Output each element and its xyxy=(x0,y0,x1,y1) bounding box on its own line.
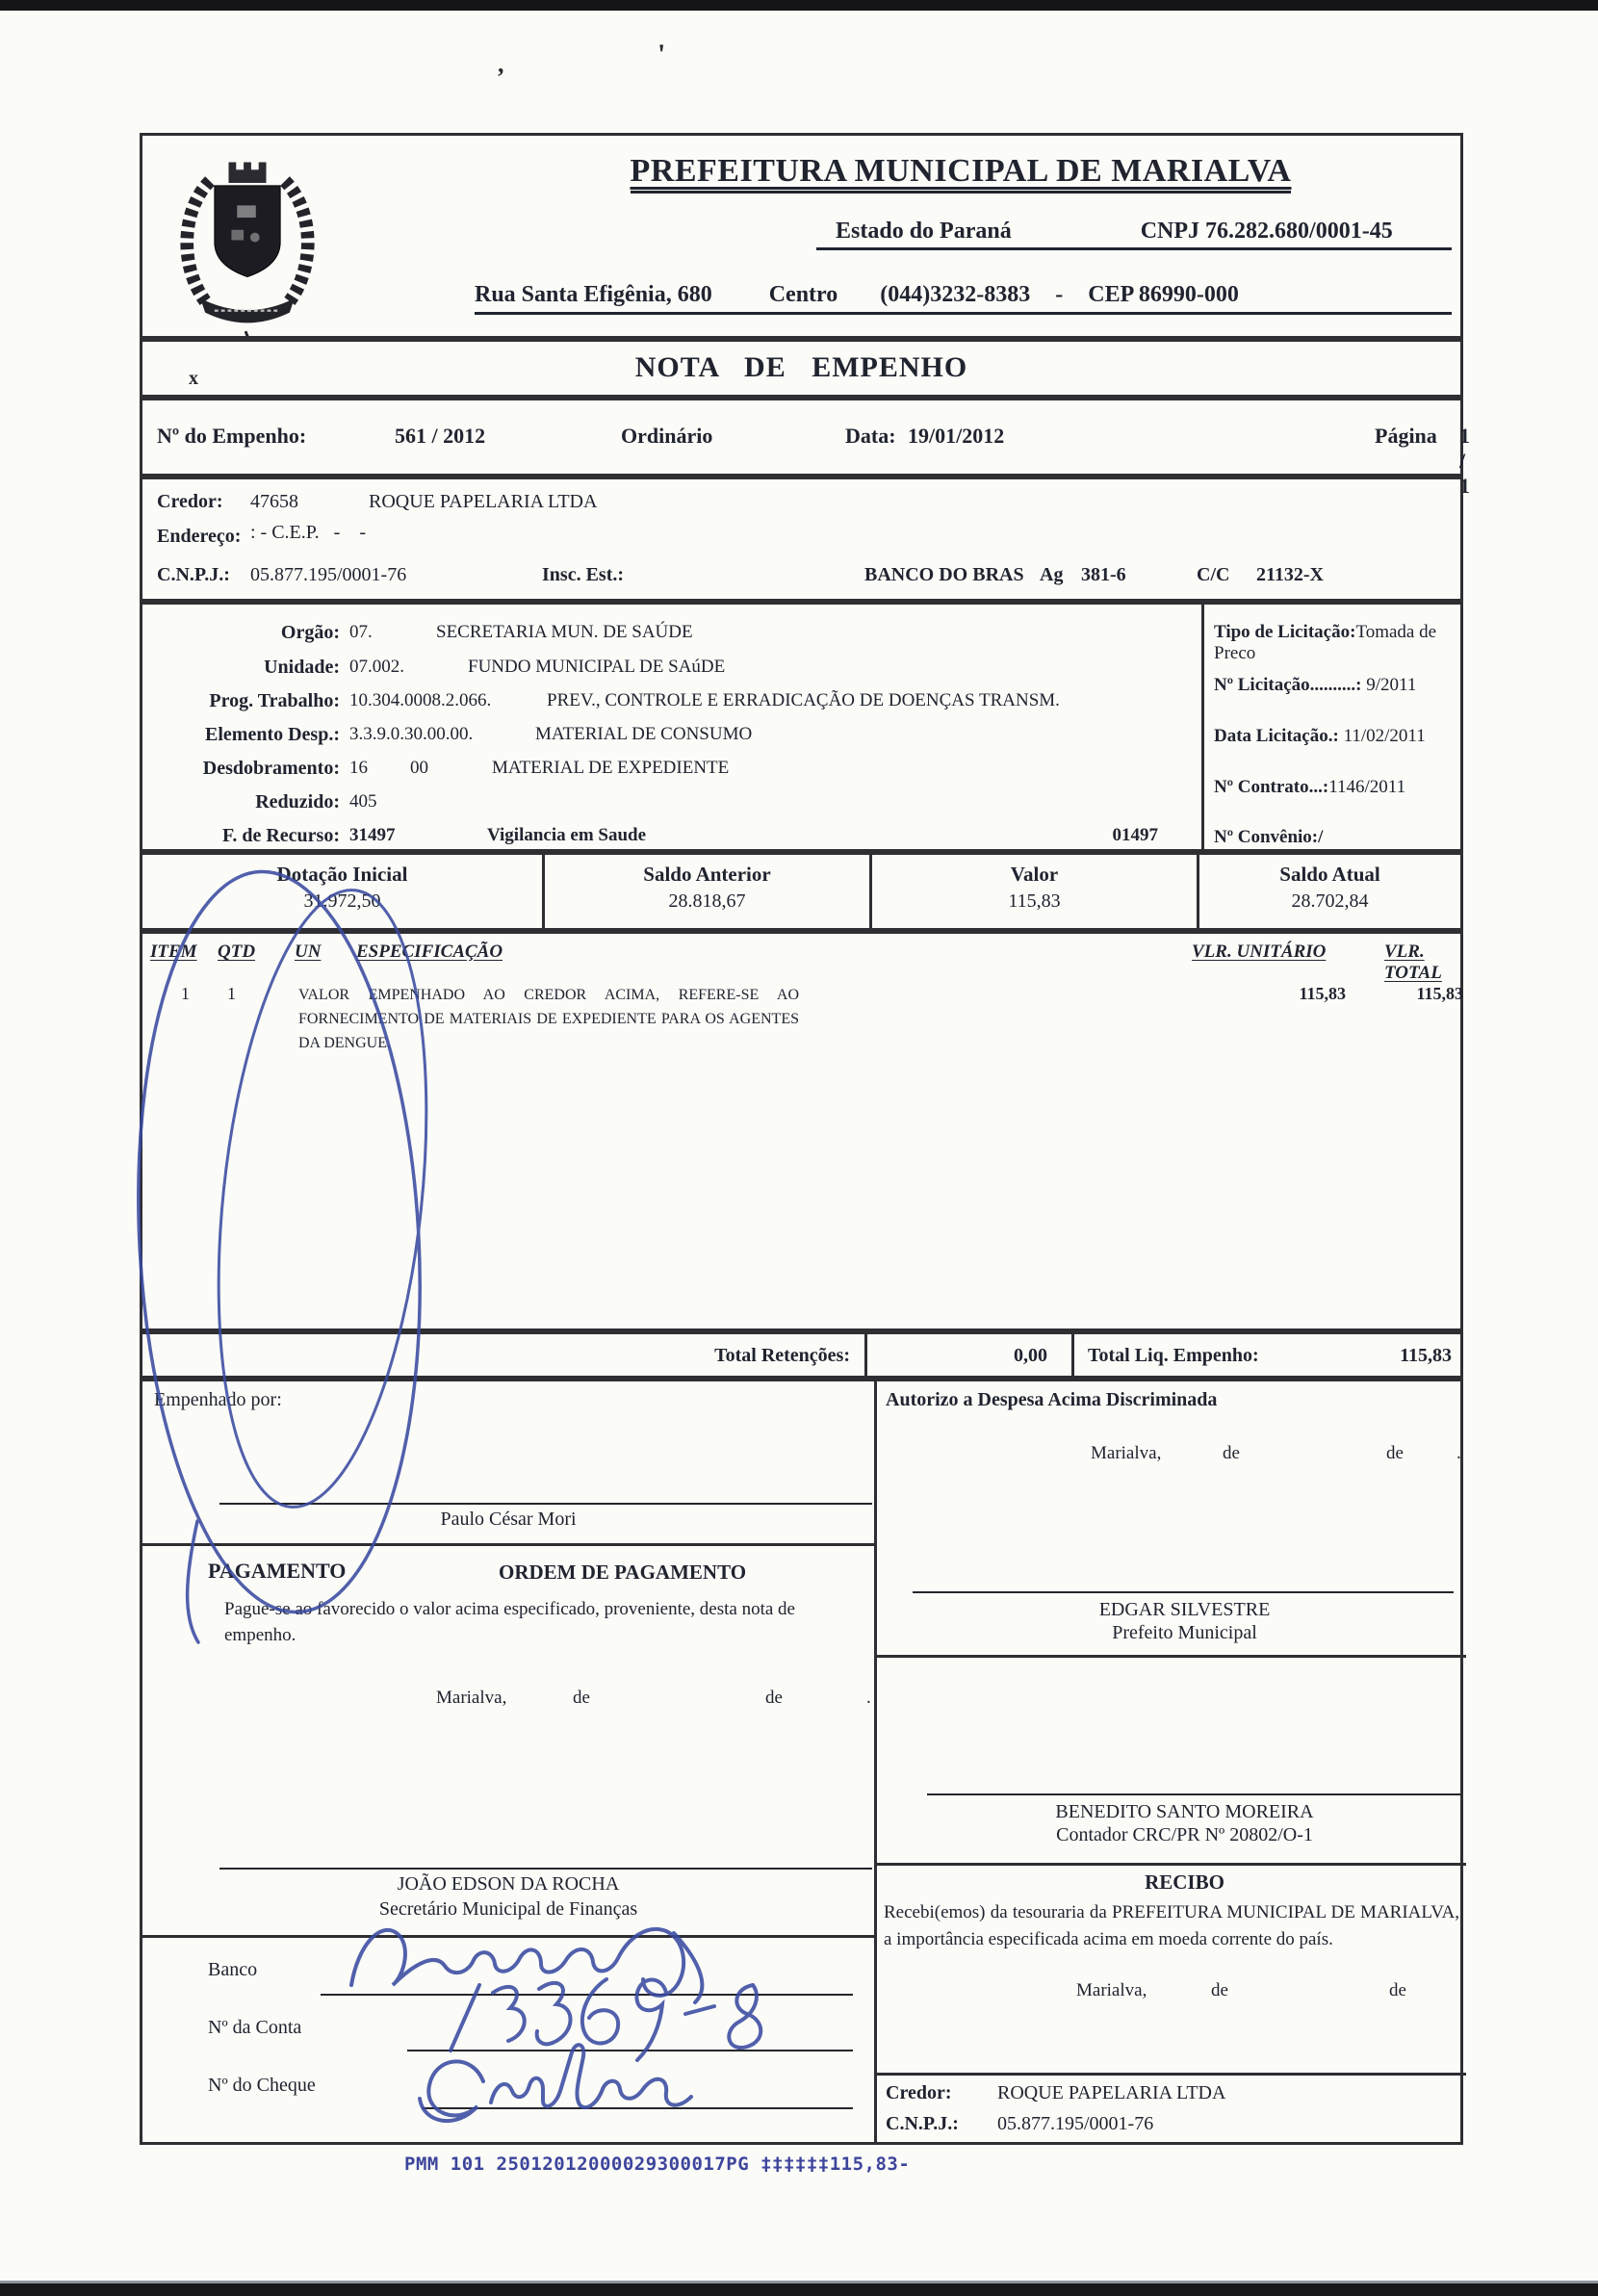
page-number-label: Página xyxy=(1375,424,1437,448)
num-contrato-value: 1146/2011 xyxy=(1328,777,1406,797)
creditor-name: ROQUE PAPELARIA LTDA xyxy=(369,491,598,512)
signature-name: Paulo César Mori xyxy=(440,1509,577,1530)
city-label: Marialva, xyxy=(436,1688,507,1708)
account-fill-line xyxy=(407,2050,853,2051)
scan-artifact-mark: ' xyxy=(657,39,666,70)
empenho-info-row xyxy=(140,398,1470,498)
de-label: de xyxy=(573,1688,590,1708)
empenho-number-label: Nº do Empenho: xyxy=(157,424,307,448)
account-number-label: Nº da Conta xyxy=(208,2017,302,2038)
signature-name: EDGAR SILVESTRE xyxy=(1098,1599,1271,1620)
desdobramento-code2: 00 xyxy=(410,758,428,778)
cheque-number-label: Nº do Cheque xyxy=(208,2075,316,2096)
saldo-atual-value: 28.702,84 xyxy=(1291,890,1369,912)
creditor-label: Credor: xyxy=(157,491,223,512)
col-header-vlr-total: VLR. TOTAL xyxy=(1384,942,1442,983)
col-header-especificacao: ESPECIFICAÇÃO xyxy=(356,942,503,962)
doc-title-band xyxy=(140,339,1463,398)
signature-role: Secretário Municipal de Finanças xyxy=(378,1898,638,1920)
elemento-code: 3.3.9.0.30.00.00. xyxy=(349,724,474,744)
creditor-label: Credor: xyxy=(886,2082,952,2103)
wreath-left xyxy=(187,181,210,301)
signature-name: BENEDITO SANTO MOREIRA xyxy=(1055,1801,1314,1822)
header-address-row xyxy=(475,282,1452,315)
item-unit-price: 115,83 xyxy=(1299,984,1346,1003)
valor-label: Valor xyxy=(1010,863,1059,886)
desdobramento-label: Desdobramento: xyxy=(202,758,340,779)
header-box xyxy=(140,133,1463,339)
cheque-fill-line xyxy=(422,2107,853,2109)
budget-box xyxy=(140,602,1463,852)
period-mark: . xyxy=(1456,1443,1461,1463)
orgao-label: Orgão: xyxy=(280,622,340,643)
dot-matrix-print-line: PMM 101 25012012000029300017PG ‡‡‡‡‡‡115,83- xyxy=(404,2154,911,2175)
total-retencoes-value: 0,00 xyxy=(1014,1345,1047,1366)
signature-role: Prefeito Municipal xyxy=(1112,1622,1257,1643)
reduzido-label: Reduzido: xyxy=(255,791,340,813)
licitacao-column xyxy=(1204,605,1464,849)
address-value: : - C.E.P. - - xyxy=(250,522,366,543)
num-convenio-row xyxy=(1214,827,1323,848)
saldo-anterior-label: Saldo Anterior xyxy=(643,863,771,886)
balances-row xyxy=(140,852,1463,931)
ordem-pagamento-title: ORDEM DE PAGAMENTO xyxy=(499,1561,747,1584)
valor-value: 115,83 xyxy=(1008,890,1061,912)
prog-trabalho-code: 10.304.0008.2.066. xyxy=(349,690,492,710)
data-licitacao-label: Data Licitação.: xyxy=(1214,726,1339,746)
total-liq-value: 115,83 xyxy=(1400,1345,1452,1366)
num-contrato-label: Nº Contrato...: xyxy=(1214,777,1329,797)
crown xyxy=(228,169,266,183)
city-label: Marialva, xyxy=(1076,1980,1147,2000)
banner-tail xyxy=(245,331,249,336)
orgao-desc: SECRETARIA MUN. DE SAÚDE xyxy=(436,622,693,642)
district: Centro xyxy=(768,282,838,307)
de-label: de xyxy=(1211,1980,1228,2000)
autorizo-title: Autorizo a Despesa Acima Discriminada xyxy=(886,1389,1218,1410)
state-label: Estado do Paraná xyxy=(836,219,1012,244)
credor-box-border xyxy=(874,2073,1466,2076)
account-label: C/C xyxy=(1197,564,1230,585)
city-label: Marialva, xyxy=(1091,1443,1162,1463)
signature-line xyxy=(219,1503,872,1505)
recibo-text: Recebi(emos) da tesouraria da PREFEITURA MUNICIPAL DE MARIALVA, a importância especificada acima em moeda corrente do país. xyxy=(884,1902,1459,1949)
street-address: Rua Santa Efigênia, 680 xyxy=(475,282,712,307)
agency-label: Ag xyxy=(1040,564,1064,585)
signature-line xyxy=(913,1591,1454,1593)
shield-detail xyxy=(237,205,256,218)
recibo-title: RECIBO xyxy=(1145,1870,1224,1894)
cnpj-value: 05.877.195/0001-76 xyxy=(997,2113,1154,2134)
signature-line xyxy=(219,1868,872,1870)
period-mark: . xyxy=(866,1688,871,1708)
num-licitacao-label: Nº Licitação..........: xyxy=(1214,675,1362,695)
dash-separator: - xyxy=(1055,282,1064,307)
shield-detail xyxy=(250,233,260,243)
creditor-box xyxy=(140,477,1463,602)
signature-line xyxy=(927,1793,1461,1795)
reduzido-value: 405 xyxy=(349,791,377,812)
total-retencoes-label: Total Retenções: xyxy=(714,1345,850,1366)
pague-se-text: Pague-se ao favorecido o valor acima especificado, proveniente, desta nota de empenho. xyxy=(224,1599,795,1645)
creditor-code: 47658 xyxy=(250,491,298,512)
de-label: de xyxy=(1386,1443,1404,1463)
data-licitacao-value: 11/02/2011 xyxy=(1343,726,1426,746)
unidade-code: 07.002. xyxy=(349,657,404,677)
saldo-atual-label: Saldo Atual xyxy=(1279,863,1380,886)
scan-edge-bottom xyxy=(0,2281,1598,2296)
de-label: de xyxy=(765,1688,783,1708)
fonte-recurso-extra: 01497 xyxy=(1112,825,1158,845)
bank-label: Banco xyxy=(208,1959,258,1980)
empenho-type: Ordinário xyxy=(621,424,713,448)
item-total-price: 115,83 xyxy=(1416,984,1463,1003)
cep: CEP 86990-000 xyxy=(1088,282,1239,307)
address-label: Endereço: xyxy=(157,526,242,547)
fonte-recurso-label: F. de Recurso: xyxy=(221,825,340,846)
creditor-name: ROQUE PAPELARIA LTDA xyxy=(997,2082,1226,2103)
bank-section-border xyxy=(142,1935,874,1938)
doc-title: NOTA DE EMPENHO xyxy=(634,351,968,383)
saldo-anterior-value: 28.818,67 xyxy=(668,890,746,912)
phone: (044)3232-8383 xyxy=(880,282,1031,307)
signature-name: JOÃO EDSON DA ROCHA xyxy=(397,1873,620,1895)
dotacao-label: Dotação Inicial xyxy=(276,863,408,886)
num-licitacao-value: 9/2011 xyxy=(1366,675,1417,695)
prog-trabalho-label: Prog. Trabalho: xyxy=(209,690,340,711)
num-licitacao-row xyxy=(1214,675,1416,696)
signatures-divider xyxy=(874,1381,877,2142)
date-label: Data: xyxy=(845,424,896,448)
cnpj-label: C.N.P.J.: xyxy=(886,2113,959,2134)
signature-role: Contador CRC/PR Nº 20802/O-1 xyxy=(1056,1824,1313,1845)
page-number-value: 1 / 1 xyxy=(1459,424,1470,498)
account-value: 21132-X xyxy=(1256,564,1324,585)
page-title: PREFEITURA MUNICIPAL DE MARIALVA xyxy=(631,153,1292,193)
agency-value: 381-6 xyxy=(1081,564,1126,585)
num-contrato-row xyxy=(1214,777,1405,798)
shield xyxy=(215,186,280,277)
orgao-code: 07. xyxy=(349,622,373,642)
cnpj-label: CNPJ 76.282.680/0001-45 xyxy=(1140,219,1393,244)
tipo-licitacao-value: Tomada de Preco xyxy=(1214,622,1437,663)
cnpj-value: 05.877.195/0001-76 xyxy=(250,564,407,585)
state-registration-label: Insc. Est.: xyxy=(542,564,625,585)
tipo-licitacao-row xyxy=(1214,622,1464,664)
fonte-recurso-code: 31497 xyxy=(349,825,396,845)
data-licitacao-row xyxy=(1214,726,1426,747)
dotacao-cell xyxy=(142,855,542,928)
col-header-qtd: QTD xyxy=(218,942,256,962)
dotacao-value: 31.972,50 xyxy=(303,890,381,912)
num-convenio-label: Nº Convênio:/ xyxy=(1214,827,1324,847)
pagamento-top-border xyxy=(142,1543,874,1546)
cnpj-label: C.N.P.J.: xyxy=(157,564,230,585)
shield-detail xyxy=(231,230,244,241)
col-header-vlr-unitario: VLR. UNITÁRIO xyxy=(1192,942,1327,962)
crown-merlon xyxy=(244,163,251,171)
valor-cell xyxy=(869,855,1197,928)
empenho-number-value: 561 / 2012 xyxy=(395,424,486,448)
date-value: 19/01/2012 xyxy=(908,424,1005,448)
item-qty: 1 xyxy=(227,984,236,1003)
elemento-label: Elemento Desp.: xyxy=(205,724,340,745)
wreath-right xyxy=(285,181,308,301)
section-border xyxy=(874,1655,1466,1658)
totals-divider-1 xyxy=(864,1334,867,1376)
doc-title-wrap xyxy=(142,351,1460,384)
unidade-label: Unidade: xyxy=(264,657,340,678)
desdobramento-code: 16 xyxy=(349,758,368,778)
de-label: de xyxy=(1223,1443,1240,1463)
prog-trabalho-desc: PREV., CONTROLE E ERRADICAÇÃO DE DOENÇAS TRANSM. xyxy=(547,690,1060,710)
items-table xyxy=(140,931,1463,1331)
totals-divider-2 xyxy=(1071,1334,1074,1376)
scan-artifact-mark: x xyxy=(189,368,198,389)
bank-fill-line xyxy=(321,1994,853,1996)
municipal-coat-of-arms xyxy=(156,143,339,336)
bank-name: BANCO DO BRAS xyxy=(864,564,1024,585)
header-title-row xyxy=(470,153,1452,190)
header-subtitle-row xyxy=(816,219,1452,250)
recibo-border xyxy=(874,1863,1466,1866)
total-liq-label: Total Liq. Empenho: xyxy=(1088,1345,1259,1366)
tipo-licitacao-label: Tipo de Licitação: xyxy=(1214,622,1356,642)
crown-merlon xyxy=(228,163,236,171)
totals-row xyxy=(140,1331,1463,1379)
scan-edge-top xyxy=(0,0,1598,11)
crown-merlon xyxy=(259,163,267,171)
col-header-item: ITEM xyxy=(150,942,197,962)
pagamento-title: PAGAMENTO xyxy=(208,1559,347,1583)
desdobramento-desc: MATERIAL DE EXPEDIENTE xyxy=(492,758,730,778)
scan-artifact-mark: , xyxy=(498,50,504,78)
empenhado-por-label: Empenhado por: xyxy=(154,1389,282,1410)
elemento-desc: MATERIAL DE CONSUMO xyxy=(535,724,753,744)
col-header-un: UN xyxy=(295,942,322,962)
item-description: VALOR EMPENHADO AO CREDOR ACIMA, REFERE-SE AO FORNECIMENTO DE MATERIAIS DE EXPEDIENTE PARA OS AGENTES DA DENGUE. xyxy=(298,987,799,1051)
de-label: de xyxy=(1389,1980,1406,2000)
signatures-area xyxy=(140,1379,1463,2145)
saldo-atual-cell xyxy=(1197,855,1460,928)
fonte-recurso-desc: Vigilancia em Saude xyxy=(487,825,647,845)
saldo-anterior-cell xyxy=(542,855,869,928)
unidade-desc: FUNDO MUNICIPAL DE SAúDE xyxy=(468,657,726,677)
item-number: 1 xyxy=(181,984,190,1003)
